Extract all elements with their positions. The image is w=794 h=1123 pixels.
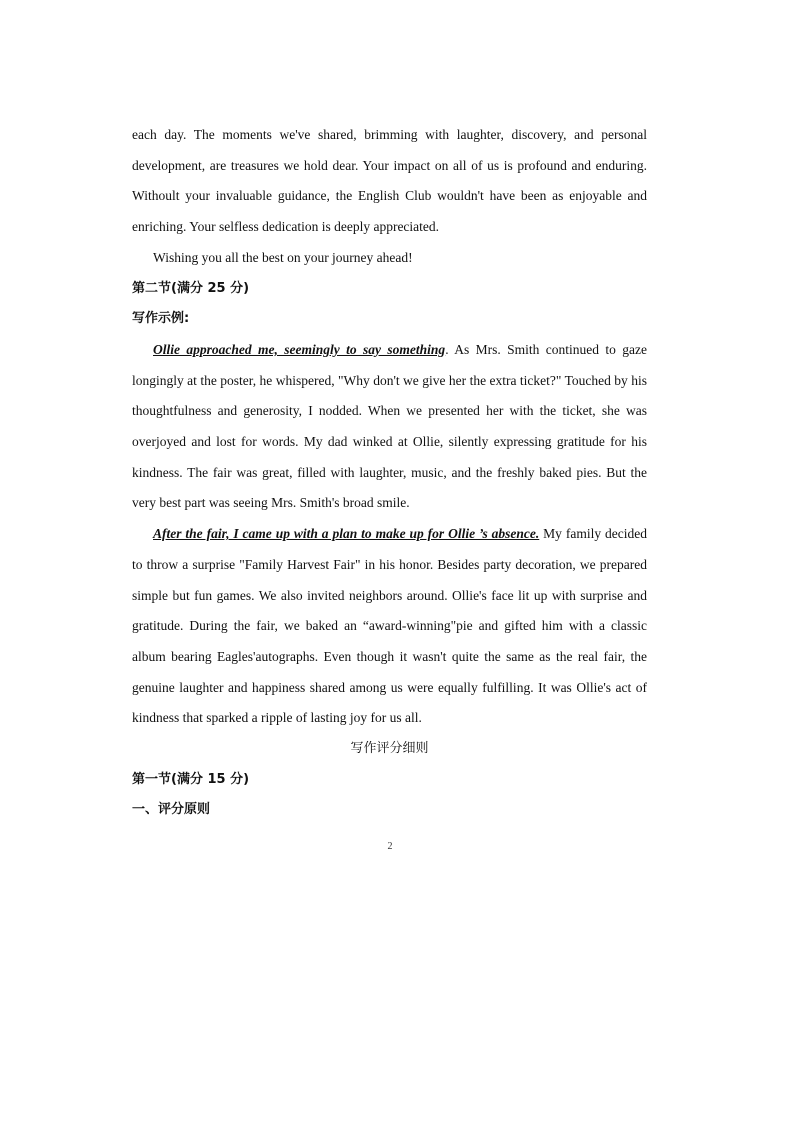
paragraph-wishing: Wishing you all the best on your journey ahead!	[153, 249, 413, 265]
fair-body-text: My family decided to throw a surprise "Family Harvest Fair" in his honor. Besides party decoration, we prepared simple but fun games. We also invited neighbors around. Ollie's face lit up with surprise and gratitude. During the fair, we baked an “award-winning"pie and gifted him with a classic album bearing Eagles'autographs. Even though it wasn't quite the same as the real fair, the genuine laughter and happiness shared among us were equally fulfilling. It was Ollie's act of kindness that sparked a ripple of lasting joy for us all.	[132, 526, 647, 726]
ollie-lead-sentence: Ollie approached me, seemingly to say something	[153, 341, 446, 357]
page-number: 2	[387, 841, 393, 852]
section-two-heading: 第二节(满分 25 分)	[132, 280, 250, 296]
paragraph-club-letter: each day. The moments we've shared, brimming with laughter, discovery, and personal development, are treasures we hold dear. Your impact on all of us is profound and enduring. Withoult your invaluable guidance, the English Club wouldn't have been as enjoyable and enriching. Your selfless dedication is deeply appreciated.	[132, 127, 647, 235]
sample-heading: 写作示例:	[132, 311, 190, 327]
section-one-heading: 第一节(满分 15 分)	[132, 771, 250, 787]
fair-lead-sentence: After the fair, I came up with a plan to make up for Ollie ’s absence.	[153, 526, 540, 542]
paragraph-ollie	[132, 335, 647, 519]
principles-heading: 一、评分原则	[132, 802, 211, 818]
document-body	[132, 120, 647, 826]
ollie-body-text: . As Mrs. Smith continued to gaze longingly at the poster, he whispered, "Why don't we give her the extra ticket?" Touched by his thoughtfulness and generosity, I nodded. When we presented her with the ticket, she was overjoyed and lost for words. My dad winked at Ollie, silently expressing gratitude for his kindness. The fair was great, filled with laughter, music, and the freshly baked pies. But the very best part was seeing Mrs. Smith's broad smile.	[132, 341, 647, 511]
paragraph-fair	[132, 519, 647, 734]
scoring-title: 写作评分细则	[350, 741, 429, 757]
